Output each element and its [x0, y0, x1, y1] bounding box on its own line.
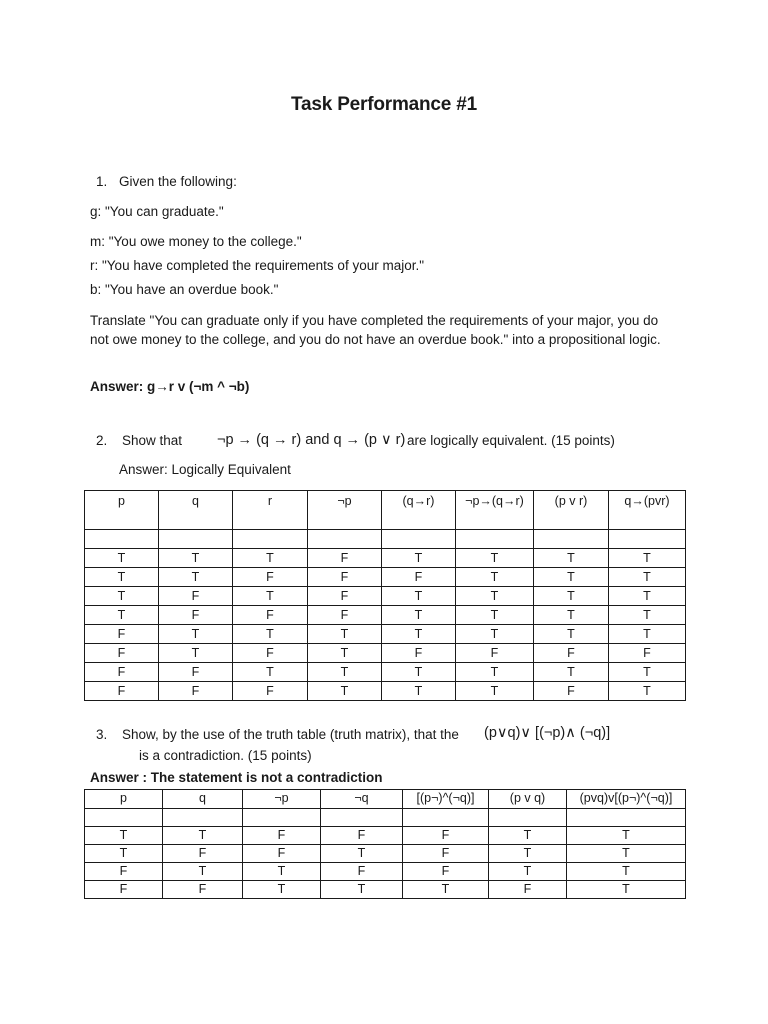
empty-cell [85, 530, 159, 549]
empty-cell [403, 809, 489, 827]
q2-formula: ¬p → (q → r) and q → (p ∨ r) [217, 432, 406, 448]
truth-table-equivalence [84, 490, 686, 701]
table-cell: F [159, 587, 233, 606]
table-row [85, 644, 686, 663]
q3-number: 3. [96, 727, 108, 742]
table-cell: F [382, 568, 456, 587]
table-cell: T [489, 827, 567, 845]
header-cell: p [85, 491, 159, 530]
table-row [85, 827, 686, 845]
table-cell: T [85, 606, 159, 625]
table-cell: T [456, 625, 534, 644]
table-cell: F [321, 863, 403, 881]
table-row [85, 625, 686, 644]
empty-cell [609, 530, 686, 549]
table-cell: F [489, 881, 567, 899]
q3-answer: Answer : The statement is not a contradiction [90, 770, 383, 785]
empty-cell [321, 809, 403, 827]
table-cell: T [382, 549, 456, 568]
q2-number: 2. [96, 433, 108, 448]
table-cell: T [534, 568, 609, 587]
table-cell: T [456, 568, 534, 587]
table-cell: F [233, 606, 308, 625]
table-cell: T [456, 663, 534, 682]
table-cell: F [85, 682, 159, 701]
header-cell: ¬p [243, 790, 321, 809]
table-cell: T [456, 587, 534, 606]
equivalence-header-row [85, 491, 686, 530]
table-cell: F [308, 568, 382, 587]
table-cell: T [567, 845, 686, 863]
table-cell: F [85, 644, 159, 663]
header-cell: q→(pvr) [609, 491, 686, 530]
table-cell: F [308, 587, 382, 606]
table-cell: T [534, 625, 609, 644]
table-cell: T [534, 549, 609, 568]
header-cell: [(p¬)^(¬q)] [403, 790, 489, 809]
table-cell: T [567, 863, 686, 881]
header-cell: q [163, 790, 243, 809]
table-cell: T [609, 682, 686, 701]
header-cell: ¬p→(q→r) [456, 491, 534, 530]
table-cell: T [159, 625, 233, 644]
table-cell: T [308, 644, 382, 663]
table-row [85, 845, 686, 863]
table-row [85, 606, 686, 625]
table-cell: F [456, 644, 534, 663]
table-cell: T [456, 606, 534, 625]
table-cell: T [85, 827, 163, 845]
table-cell: T [609, 663, 686, 682]
table-cell: T [159, 644, 233, 663]
table-cell: F [163, 845, 243, 863]
q1-def-b: b: "You have an overdue book." [90, 282, 279, 297]
q1-answer: Answer: g→r v (¬m ^ ¬b) [90, 379, 250, 394]
table-cell: T [159, 568, 233, 587]
q3-line2: is a contradiction. (15 points) [139, 748, 312, 763]
table-cell: T [609, 549, 686, 568]
table-cell: F [308, 549, 382, 568]
table-cell: T [489, 845, 567, 863]
table-cell: T [534, 663, 609, 682]
q2-answer: Answer: Logically Equivalent [119, 462, 291, 477]
table-row [85, 663, 686, 682]
header-cell: q [159, 491, 233, 530]
q1-number: 1. [96, 174, 108, 189]
empty-cell [308, 530, 382, 549]
table-cell: F [403, 863, 489, 881]
table-cell: T [382, 587, 456, 606]
table-cell: T [308, 663, 382, 682]
table-cell: T [163, 863, 243, 881]
table-cell: T [456, 549, 534, 568]
empty-cell [456, 530, 534, 549]
table-cell: T [159, 549, 233, 568]
header-cell: p [85, 790, 163, 809]
table-cell: F [382, 644, 456, 663]
empty-cell [567, 809, 686, 827]
table-cell: T [321, 845, 403, 863]
table-cell: F [243, 845, 321, 863]
empty-row [85, 809, 686, 827]
header-cell: r [233, 491, 308, 530]
table-cell: F [85, 625, 159, 644]
table-cell: F [534, 682, 609, 701]
page-title: Task Performance #1 [291, 94, 477, 115]
table-cell: F [233, 682, 308, 701]
table-cell: T [85, 549, 159, 568]
table-cell: F [233, 568, 308, 587]
table-row [85, 587, 686, 606]
empty-cell [159, 530, 233, 549]
table-cell: T [308, 682, 382, 701]
empty-cell [233, 530, 308, 549]
table-cell: F [85, 881, 163, 899]
header-cell: ¬q [321, 790, 403, 809]
table-cell: T [163, 827, 243, 845]
header-cell: ¬p [308, 491, 382, 530]
empty-cell [243, 809, 321, 827]
table-row [85, 863, 686, 881]
truth-table-contradiction [84, 789, 686, 899]
table-cell: T [308, 625, 382, 644]
table-cell: F [159, 606, 233, 625]
q3-formula: (p∨q)∨ [(¬p)∧ (¬q)] [484, 725, 611, 741]
table-cell: T [489, 863, 567, 881]
table-cell: T [382, 663, 456, 682]
empty-cell [489, 809, 567, 827]
table-cell: T [233, 663, 308, 682]
table-cell: T [534, 587, 609, 606]
table-cell: F [403, 827, 489, 845]
table-cell: T [321, 881, 403, 899]
table-cell: T [243, 863, 321, 881]
table-cell: F [321, 827, 403, 845]
table-cell: T [233, 549, 308, 568]
q1-def-m: m: "You owe money to the college." [90, 234, 302, 249]
q1-def-r: r: "You have completed the requirements of your major." [90, 258, 425, 273]
table-cell: T [382, 606, 456, 625]
table-cell: F [308, 606, 382, 625]
table-cell: F [233, 644, 308, 663]
empty-cell [163, 809, 243, 827]
table-cell: T [85, 845, 163, 863]
contradiction-header-row [85, 790, 686, 809]
table-cell: F [159, 682, 233, 701]
q1-translate: Translate "You can graduate only if you have completed the requirements of your major, you do not owe money to the college, and you do not have an overdue book." into a propositional logic. [90, 313, 661, 347]
table-cell: T [609, 568, 686, 587]
q3-line1: Show, by the use of the truth table (truth matrix), that the [122, 727, 459, 742]
table-cell: T [85, 568, 159, 587]
header-cell: (p v q) [489, 790, 567, 809]
table-cell: T [567, 827, 686, 845]
header-cell: (q→r) [382, 491, 456, 530]
empty-cell [85, 809, 163, 827]
table-cell: T [85, 587, 159, 606]
table-row [85, 568, 686, 587]
table-cell: T [534, 606, 609, 625]
table-cell: F [243, 827, 321, 845]
table-cell: T [456, 682, 534, 701]
empty-row [85, 530, 686, 549]
q2-rest: are logically equivalent. (15 points) [407, 433, 615, 448]
table-cell: T [233, 625, 308, 644]
table-cell: F [534, 644, 609, 663]
table-cell: T [609, 606, 686, 625]
table-cell: F [609, 644, 686, 663]
table-cell: F [403, 845, 489, 863]
empty-cell [382, 530, 456, 549]
q1-def-g: g: "You can graduate." [90, 204, 224, 219]
table-cell: T [567, 881, 686, 899]
table-cell: T [233, 587, 308, 606]
table-cell: T [609, 625, 686, 644]
table-cell: T [382, 682, 456, 701]
table-row [85, 682, 686, 701]
table-cell: T [403, 881, 489, 899]
header-cell: (p v r) [534, 491, 609, 530]
q1-intro: Given the following: [119, 174, 237, 189]
table-cell: F [85, 663, 159, 682]
table-cell: T [609, 587, 686, 606]
table-cell: F [163, 881, 243, 899]
table-cell: F [159, 663, 233, 682]
empty-cell [534, 530, 609, 549]
table-cell: T [243, 881, 321, 899]
table-cell: F [85, 863, 163, 881]
table-row [85, 881, 686, 899]
header-cell: (pvq)v[(p¬)^(¬q)] [567, 790, 686, 809]
q2-show: Show that [122, 433, 183, 448]
table-cell: T [382, 625, 456, 644]
table-row [85, 549, 686, 568]
